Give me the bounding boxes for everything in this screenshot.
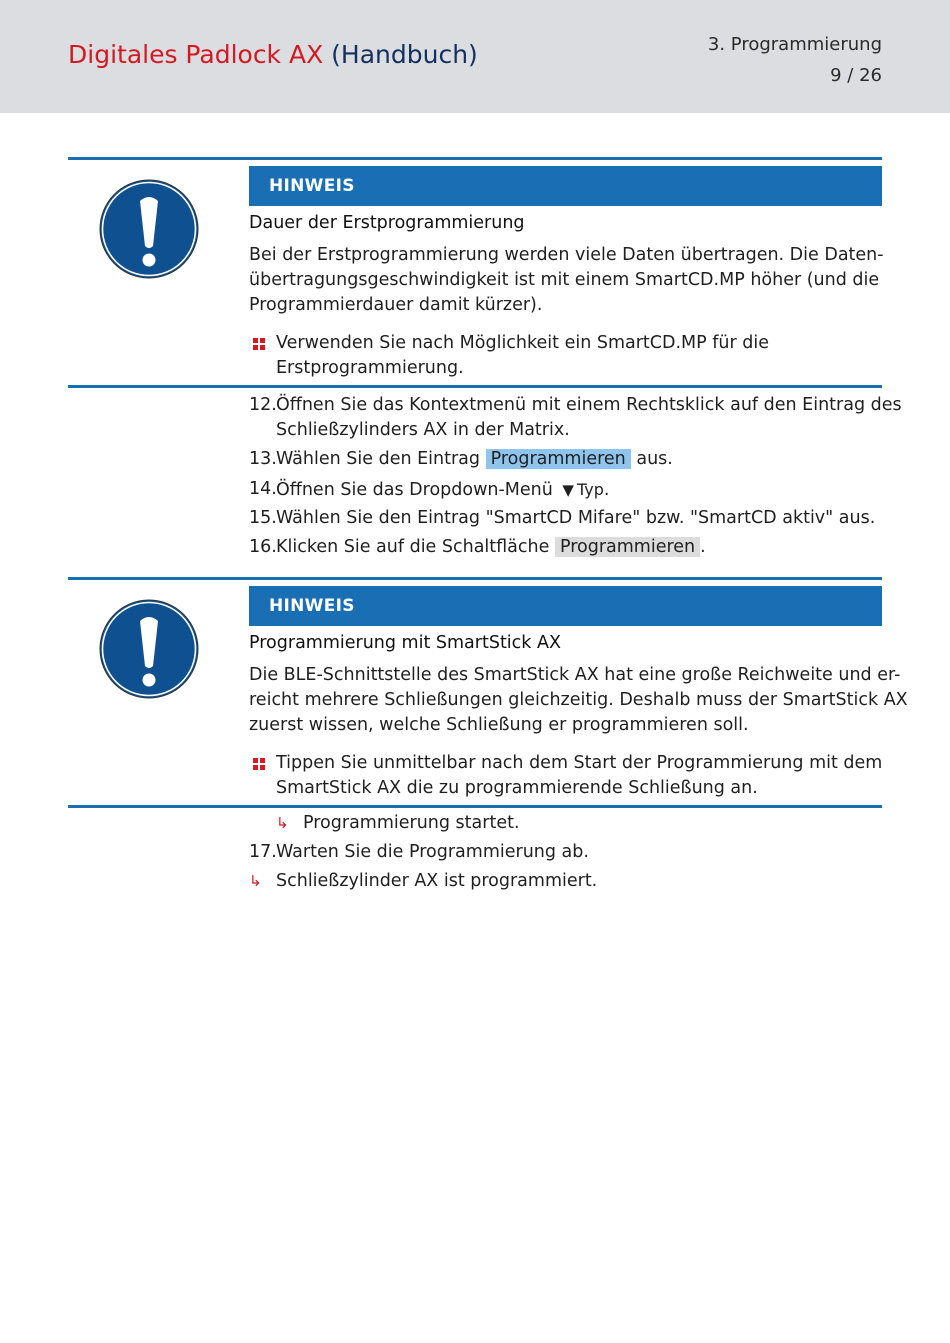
exclamation-circle-icon [99,179,199,279]
note2-top-rule [68,577,882,580]
step-16-pre: Klicken Sie auf die Schaltfläche [276,537,550,557]
step-16-number: 16. [249,537,277,557]
chapter-title: 3. Programmierung [707,34,882,55]
document-title-type: (Handbuch) [331,40,478,69]
note2-action-line-2: SmartStick AX die zu programmierende Schließung an. [276,778,758,798]
note1-text-line-2: übertragungsgeschwindigkeit ist mit einem SmartCD.MP höher (und die [249,270,880,290]
note2-bottom-rule [68,805,882,808]
step-12-line-1: Öffnen Sie das Kontextmenü mit einem Rechtsklick auf den Eintrag des [276,395,902,415]
step-13-post: aus. [636,449,673,469]
programmieren-button-ref: Programmieren [555,537,700,557]
step-12-line-2: Schließzylinders AX in der Matrix. [276,420,570,440]
note1-label: HINWEIS [249,166,882,206]
result-programming-started: Programmierung startet. [303,813,520,833]
page-number: 9 / 26 [830,65,882,86]
note2-text-line-3: zuerst wissen, welche Schließung er programmieren soll. [249,715,749,735]
step-14-number: 14. [249,479,277,499]
document-title-product: Digitales Padlock AX [68,40,324,69]
action-bullet-icon [253,338,265,350]
step-17-text: Warten Sie die Programmierung ab. [276,842,589,862]
note2-text-line-2: reicht mehrere Schließungen gleichzeitig. Deshalb muss der SmartStick AX [249,690,908,710]
note1-action-line-1: Verwenden Sie nach Möglichkeit ein SmartCD.MP für die [276,333,770,353]
step-14-pre: Öffnen Sie das Dropdown-Menü [276,480,553,500]
step-17-number: 17. [249,842,277,862]
note2-heading: Programmierung mit SmartStick AX [249,633,561,653]
step-16-text [276,535,706,560]
result-cylinder-programmed: Schließzylinder AX ist programmiert. [276,871,598,891]
programmieren-menu-entry: Programmieren [486,449,631,469]
note1-action-line-2: Erstprogrammierung. [276,358,464,378]
note2-action-line-1: Tippen Sie unmittelbar nach dem Start der Programmierung mit dem [276,753,883,773]
step-13-text [276,447,673,472]
result-arrow-icon: ↳ [276,814,289,832]
chapter-info [708,29,882,91]
note1-heading: Dauer der Erstprogrammierung [249,213,525,233]
result-arrow-icon: ↳ [249,872,262,890]
note1-text-line-3: Programmierdauer damit kürzer). [249,295,543,315]
note1-top-rule [68,157,882,160]
step-15-number: 15. [249,508,277,528]
step-12-number: 12. [249,395,277,415]
step-15-text: Wählen Sie den Eintrag "SmartCD Mifare" bzw. "SmartCD aktiv" aus. [276,508,876,528]
action-bullet-icon [253,758,265,770]
note1-bottom-rule [68,385,882,388]
note1-text-line-1: Bei der Erstprogrammierung werden viele Daten übertragen. Die Daten- [249,245,884,265]
step-13-pre: Wählen Sie den Eintrag [276,449,481,469]
step-14-post: . [603,480,610,500]
dropdown-arrow-icon: ▼ [562,481,574,499]
step-14-text [276,477,609,503]
page-header [0,0,950,113]
note2-text-line-1: Die BLE-Schnittstelle des SmartStick AX hat eine große Reichweite und er- [249,665,901,685]
document-title [68,40,478,69]
typ-dropdown-label: Typ [576,480,604,499]
step-16-post: . [700,537,706,557]
exclamation-circle-icon [99,599,199,699]
note2-label: HINWEIS [249,586,882,626]
step-13-number: 13. [249,449,277,469]
